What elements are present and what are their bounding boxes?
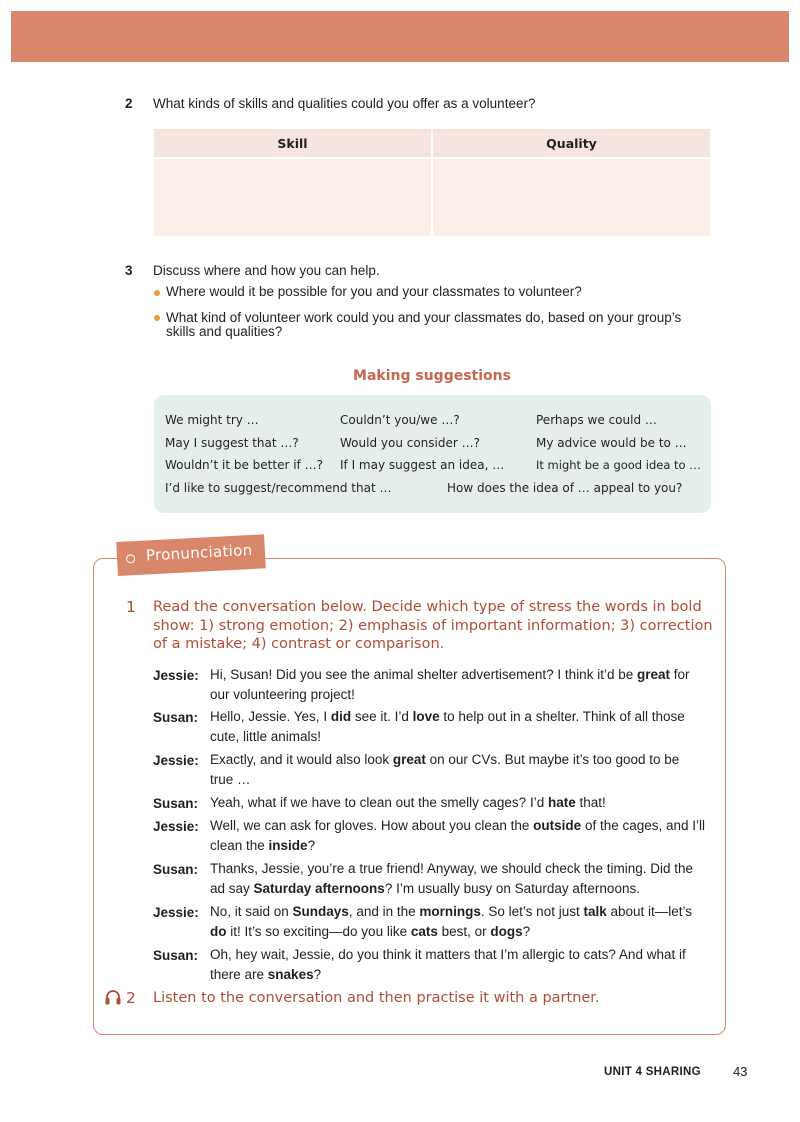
question-number-3: 3 — [125, 263, 133, 278]
dialogue-text: Hi, Susan! Did you see the animal shelter advertisement? I think it’d be — [210, 667, 637, 682]
suggestion-phrase: My advice would be to … — [536, 436, 687, 450]
suggestion-phrase: Would you consider …? — [340, 436, 480, 450]
dialogue-text: of the cages, and I’ll — [581, 818, 706, 833]
dialogue-text: Hello, Jessie. Yes, I — [210, 709, 331, 724]
bullet-item: What kind of volunteer work could you and your classmates do, based on your group’s — [166, 310, 682, 325]
stressed-word: Saturday afternoons — [253, 881, 385, 896]
suggestion-phrase: I’d like to suggest/recommend that … — [165, 481, 392, 495]
stressed-word: talk — [583, 904, 607, 919]
speaker-name: Jessie: — [153, 753, 199, 768]
pronunciation-tab-label: Pronunciation — [145, 540, 253, 565]
dialogue-text: No, it said on — [210, 904, 293, 919]
headphones-icon[interactable] — [104, 988, 122, 1006]
dialogue-line — [210, 793, 713, 813]
dialogue-text: that! — [575, 795, 606, 810]
dialogue-text: our volunteering project! — [210, 687, 355, 702]
suggestion-phrase: Wouldn’t it be better if …? — [165, 458, 323, 472]
speaker-name: Jessie: — [153, 819, 199, 834]
dialogue-line — [210, 727, 713, 747]
speaker-name: Susan: — [153, 796, 199, 811]
stressed-word: inside — [268, 838, 308, 853]
dialogue-text: clean the — [210, 838, 269, 853]
dialogue-text: ? — [313, 967, 322, 982]
dialogue-text: . So let’s not just — [480, 904, 584, 919]
circle-icon — [126, 554, 135, 563]
suggestion-phrase: Couldn’t you/we …? — [340, 413, 460, 427]
dialogue-text: best, or — [437, 924, 491, 939]
task-number-2: 2 — [126, 989, 136, 1007]
dialogue-text: ? — [522, 924, 531, 939]
stressed-word: mornings — [419, 904, 481, 919]
speaker-name: Jessie: — [153, 905, 199, 920]
dialogue-text: Exactly, and it would also look — [210, 752, 393, 767]
dialogue-line — [210, 965, 713, 985]
dialogue-text: ad say — [210, 881, 254, 896]
dialogue-text: Thanks, Jessie, you’re a true friend! Anyway, we should check the timing. Did the — [210, 861, 693, 876]
stressed-word: great — [636, 667, 670, 682]
stressed-word: did — [330, 709, 352, 724]
footer-unit-label: UNIT 4 SHARING — [604, 1066, 701, 1078]
task-1-line: Read the conversation below. Decide which type of stress the words in bold — [153, 599, 702, 615]
dialogue-text: cute, little animals! — [210, 729, 322, 744]
dialogue-text: Yeah, what if we have to clean out the smelly cages? I’d — [210, 795, 548, 810]
stressed-word: cats — [410, 924, 438, 939]
suggestion-phrase: How does the idea of … appeal to you? — [447, 481, 683, 495]
dialogue-text: , and in the — [348, 904, 420, 919]
bullet-item-continuation: skills and qualities? — [166, 324, 283, 339]
dialogue-line — [210, 879, 713, 899]
dialogue-text: ? — [307, 838, 316, 853]
dialogue-line — [210, 707, 713, 727]
suggestion-phrase: Perhaps we could … — [536, 413, 657, 427]
dialogue-text: to help out in a shelter. Think of all those — [439, 709, 685, 724]
speaker-name: Susan: — [153, 948, 199, 963]
suggestion-phrase: May I suggest that …? — [165, 436, 299, 450]
dialogue-line — [210, 750, 713, 770]
question-3-text: Discuss where and how you can help. — [153, 263, 380, 278]
stressed-word: outside — [533, 818, 582, 833]
dialogue-text: about it—let’s — [606, 904, 693, 919]
table-header-quality: Quality — [546, 136, 597, 151]
question-number-2: 2 — [125, 96, 133, 111]
dialogue-text: Oh, hey wait, Jessie, do you think it matters that I’m allergic to cats? And what if — [210, 947, 686, 962]
page-number: 43 — [733, 1064, 748, 1079]
skills-qualities-table — [154, 129, 710, 236]
top-header-band — [11, 11, 789, 62]
dialogue-text: true … — [210, 772, 251, 787]
dialogue-text: ? I’m usually busy on Saturday afternoons. — [384, 881, 640, 896]
bullet-item: Where would it be possible for you and your classmates to volunteer? — [166, 284, 582, 299]
suggestion-phrase: It might be a good idea to … — [536, 458, 701, 472]
dialogue-text: see it. I’d — [351, 709, 413, 724]
suggestion-phrase: We might try … — [165, 413, 259, 427]
dialogue-text: there are — [210, 967, 268, 982]
dialogue-line — [210, 859, 713, 879]
dialogue-line — [210, 816, 713, 836]
bullet-dot — [154, 315, 160, 321]
stressed-word: great — [392, 752, 426, 767]
stressed-word: hate — [547, 795, 576, 810]
stressed-word: snakes — [267, 967, 314, 982]
stressed-word: Sundays — [292, 904, 349, 919]
dialogue-text: it! It’s so exciting—do you like — [226, 924, 411, 939]
task-2-text: Listen to the conversation and then practise it with a partner. — [153, 990, 600, 1006]
task-1-line: show: 1) strong emotion; 2) emphasis of important information; 3) correction — [153, 617, 713, 634]
dialogue-line — [210, 836, 713, 856]
dialogue-line — [210, 922, 713, 942]
dialogue-text: Well, we can ask for gloves. How about you clean the — [210, 818, 534, 833]
dialogue-line — [210, 770, 713, 790]
table-header-skill: Skill — [277, 136, 308, 151]
dialogue-text: on our CVs. But maybe it’s too good to be — [425, 752, 680, 767]
speaker-name: Susan: — [153, 710, 199, 725]
dialogue-text: for — [670, 667, 690, 682]
suggestion-phrase: If I may suggest an idea, … — [340, 458, 505, 472]
dialogue-line — [210, 945, 713, 965]
task-number-1: 1 — [126, 598, 136, 616]
stressed-word: love — [412, 709, 440, 724]
task-1-line: of a mistake; 4) contrast or comparison. — [153, 636, 445, 652]
question-2-text: What kinds of skills and qualities could you offer as a volunteer? — [153, 96, 536, 111]
dialogue-line — [210, 665, 713, 685]
stressed-word: do — [210, 924, 227, 939]
speaker-name: Susan: — [153, 862, 199, 877]
suggestions-title: Making suggestions — [353, 368, 511, 384]
dialogue-line — [210, 902, 713, 922]
stressed-word: dogs — [490, 924, 523, 939]
bullet-dot — [154, 290, 160, 296]
dialogue-line — [210, 685, 713, 705]
speaker-name: Jessie: — [153, 668, 199, 683]
